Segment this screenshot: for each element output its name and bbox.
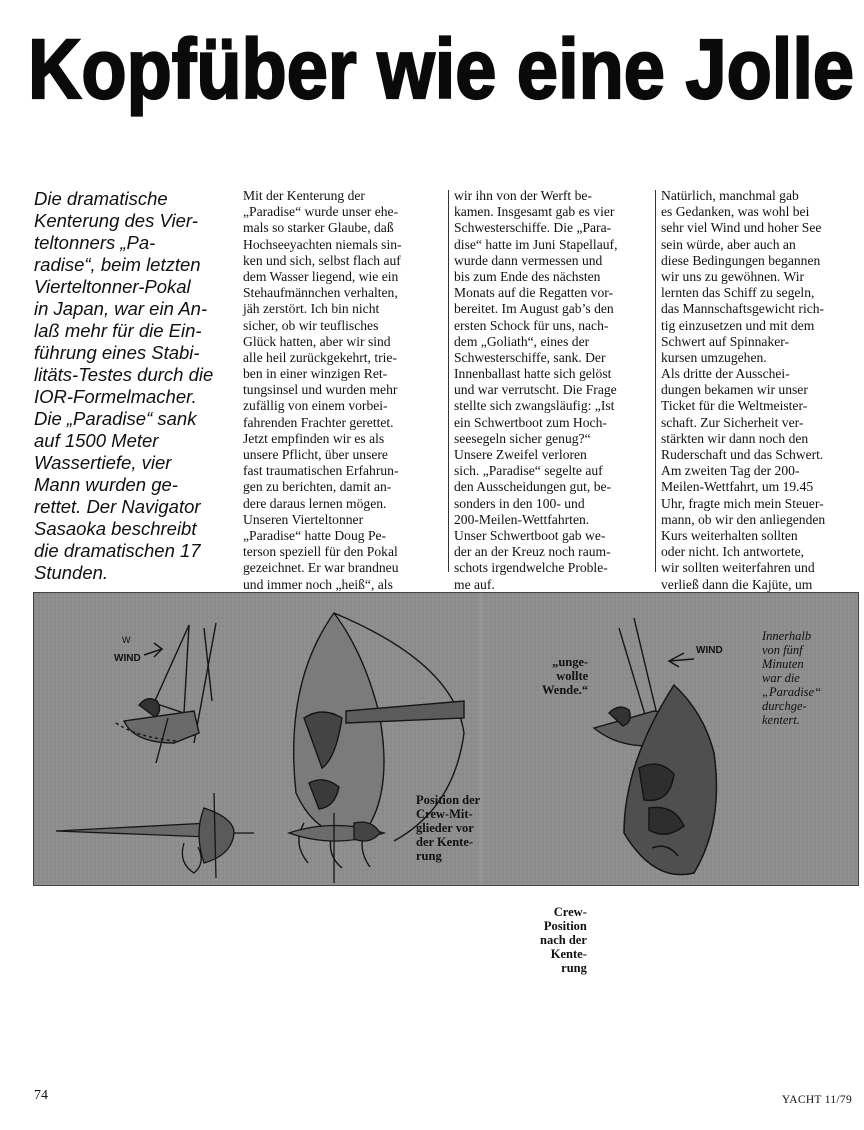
intro-line: Mann wurden ge- <box>34 474 178 495</box>
caption-line: Innerhalb <box>762 629 812 643</box>
body-line: Schwesterschiffe. Die „Para- <box>454 220 612 236</box>
body-line: dere daraus lernen mögen. <box>243 495 387 511</box>
intro-line: Sasaoka beschreibt <box>34 518 197 539</box>
body-line: gezeichnet. Er war brandneu <box>243 560 399 576</box>
body-line: Kurs weiterhalten sollten <box>661 527 798 543</box>
body-line: diese Bedingungen begannen <box>661 252 821 268</box>
body-line: ken und sich, selbst flach auf <box>243 252 401 268</box>
body-line: sich. „Paradise“ segelte auf <box>454 463 603 479</box>
body-line: der an der Kreuz noch raum- <box>454 544 611 560</box>
intro-line: Die „Paradise“ sank <box>34 408 197 429</box>
caption-line: war die <box>762 671 800 685</box>
caption-line: nach der <box>540 933 587 947</box>
body-column-1 <box>243 188 441 593</box>
body-line: Als dritte der Ausschei- <box>661 366 790 382</box>
body-line: Meilen-Wettfahrt, um 19.45 <box>661 479 814 495</box>
intro-line: führung eines Stabi- <box>34 342 200 363</box>
body-line: me auf. <box>454 576 495 592</box>
caption-line: „unge- <box>552 655 589 669</box>
caption-line: durchge- <box>762 699 807 713</box>
body-line: zufällig von einem vorbei- <box>243 398 388 414</box>
body-column-2 <box>454 188 649 593</box>
body-line: dise“ hatte im Juni Stapellauf, <box>454 236 618 252</box>
column-divider <box>448 190 449 572</box>
caption-line: glieder vor <box>416 821 474 835</box>
body-line: wir sollten weiterfahren und <box>661 560 815 576</box>
body-line: schots irgendwelche Proble- <box>454 560 608 576</box>
body-line: mals so starker Glaube, daß <box>243 220 394 236</box>
caption-line: Crew-Mit- <box>416 807 473 821</box>
body-line: fahrenden Frachter gerettet. <box>243 414 394 430</box>
intro-line: litäts-Testes durch die <box>34 364 214 385</box>
body-line: wurde dann vermessen und <box>454 252 603 268</box>
body-line: Mit der Kenterung der <box>243 188 365 203</box>
headline-text: Kopfüber wie eine Jolle <box>28 22 854 116</box>
body-line: mann, ob wir den anliegenden <box>661 511 826 527</box>
body-line: wir uns zu gewöhnen. Wir <box>661 268 805 284</box>
caption-line: Kente- <box>550 947 587 961</box>
intro-line: radise“, beim letzten <box>34 254 201 275</box>
caption-line: Crew- <box>553 905 587 919</box>
body-line: bereitet. Im August gab’s den <box>454 301 614 317</box>
body-line: Stehaufmännchen verhalten, <box>243 285 398 301</box>
intro-line: Wassertiefe, vier <box>34 452 172 473</box>
body-line: es Gedanken, was wohl bei <box>661 204 810 220</box>
headline <box>28 22 858 116</box>
caption-line: der Kente- <box>416 835 474 849</box>
body-line: Glück hatten, aber wir sind <box>243 333 391 349</box>
wind-label-left: WIND <box>114 653 141 664</box>
intro-line: rettet. Der Navigator <box>34 496 201 517</box>
body-line: das Mannschaftsgewicht rich- <box>661 301 825 317</box>
body-line: Unseren Vierteltonner <box>243 511 364 527</box>
intro-line: Stunden. <box>34 562 109 583</box>
caption-line: rung <box>416 849 442 863</box>
body-line: dungen bekamen wir unser <box>661 382 808 398</box>
intro-line: IOR-Formelmacher. <box>34 386 197 407</box>
caption-line: kentert. <box>762 713 800 727</box>
body-line: ersten Schock für uns, nach- <box>454 317 609 333</box>
caption-five-minutes <box>762 629 821 727</box>
body-column-3 <box>661 188 855 593</box>
intro-line: Vierteltonner-Pokal <box>34 276 191 297</box>
body-line: stellte sich zwangsläufig: „Ist <box>454 398 615 414</box>
body-line: 200-Meilen-Wettfahrten. <box>454 511 590 527</box>
body-line: ben in einer winzigen Ret- <box>243 366 388 382</box>
caption-unwanted-tack <box>542 655 588 697</box>
body-line: stärkten wir dann noch den <box>661 430 809 446</box>
body-line: schaft. Zur Sicherheit ver- <box>661 414 804 430</box>
body-line: terson speziell für den Pokal <box>243 544 398 560</box>
magazine-issue: YACHT 11/79 <box>781 1094 852 1106</box>
body-line: Natürlich, manchmal gab <box>661 188 799 203</box>
body-line: alle heil zurückgekehrt, trie- <box>243 349 397 365</box>
column-divider <box>655 190 656 572</box>
caption-line: Wende.“ <box>542 683 589 697</box>
body-line: sonders in den 100- und <box>454 495 585 511</box>
headline-svg <box>28 22 858 116</box>
body-line: verließ dann die Kajüte, um <box>661 576 813 592</box>
caption-line: „Paradise“ <box>762 685 822 699</box>
intro-line: laß mehr für die Ein- <box>34 320 202 341</box>
body-line: kamen. Insgesamt gab es vier <box>454 204 615 220</box>
intro-lead <box>34 188 230 584</box>
body-line: Uhr, fragte mich mein Steuer- <box>661 495 824 511</box>
body-line: sehr viel Wind und hoher See <box>661 220 822 236</box>
caption-line: Position der <box>416 793 481 807</box>
body-line: bis zum Ende des nächsten <box>454 268 601 284</box>
intro-line: Die dramatische <box>34 188 168 209</box>
body-line: unsere Pflicht, über unsere <box>243 447 388 462</box>
body-line: wir ihn von der Werft be- <box>454 188 592 203</box>
intro-line: auf 1500 Meter <box>34 430 159 451</box>
body-line: Jetzt empfinden wir es als <box>243 430 385 446</box>
body-line: jäh zerstört. Ich bin nicht <box>243 301 380 317</box>
w-mark: W <box>122 635 131 645</box>
body-line: sein würde, aber auch an <box>661 236 796 252</box>
body-line: seesegeln sicher genug?“ <box>454 430 591 446</box>
body-line: Hochseeyachten niemals sin- <box>243 236 402 252</box>
caption-crew-after <box>540 905 587 975</box>
body-line: lernten das Schiff zu segeln, <box>661 285 815 301</box>
body-line: Ticket für die Weltmeister- <box>661 398 808 414</box>
body-line: tungsinsel und wurden mehr <box>243 382 398 398</box>
page-number: 74 <box>34 1088 48 1103</box>
caption-crew-before <box>416 793 480 863</box>
body-line: und war verrutscht. Die Frage <box>454 382 617 398</box>
caption-line: Position <box>543 919 587 933</box>
intro-line: Kenterung des Vier- <box>34 210 198 231</box>
body-line: Unser Schwertboot gab we- <box>454 527 606 543</box>
body-line: und immer noch „heiß“, als <box>243 576 393 592</box>
body-line: fast traumatischen Erfahrun- <box>243 463 399 479</box>
body-line: gen zu berichten, damit an- <box>243 479 392 495</box>
body-line: Am zweiten Tag der 200- <box>661 463 800 479</box>
body-line: tig einzusetzen und mit dem <box>661 317 815 333</box>
body-line: Schwesterschiffe, sank. Der <box>454 349 606 365</box>
body-line: Unsere Zweifel verloren <box>454 447 587 462</box>
body-line: dem „Goliath“, eines der <box>454 333 590 349</box>
body-line: Schwert auf Spinnaker- <box>661 333 790 349</box>
body-line: den Ausscheidungen gut, be- <box>454 479 612 495</box>
caption-line: von fünf <box>762 643 803 657</box>
body-line: „Paradise“ hatte Doug Pe- <box>243 527 387 543</box>
intro-line: teltonners „Pa- <box>34 232 156 253</box>
body-line: Ruderschaft und das Schwert. <box>661 447 824 462</box>
capsize-illustration <box>33 592 859 975</box>
body-line: „Paradise“ wurde unser ehe- <box>243 204 399 220</box>
caption-line: Minuten <box>762 657 804 671</box>
intro-line: in Japan, war ein An- <box>34 298 208 319</box>
wind-label-right: WIND <box>696 645 723 656</box>
caption-line: rung <box>561 961 587 975</box>
body-line: dem Wasser liegend, wie ein <box>243 268 399 284</box>
body-line: kursen umzugehen. <box>661 349 767 365</box>
body-line: oder nicht. Ich antwortete, <box>661 544 805 560</box>
caption-line: wollte <box>556 669 589 683</box>
intro-line: die dramatischen 17 <box>34 540 201 561</box>
body-line: ein Schwertboot zum Hoch- <box>454 414 607 430</box>
body-line: Monats auf die Regatten vor- <box>454 285 614 301</box>
body-line: Innenballast hatte sich gelöst <box>454 366 612 382</box>
body-line: sicher, ob wir teuflisches <box>243 317 379 333</box>
